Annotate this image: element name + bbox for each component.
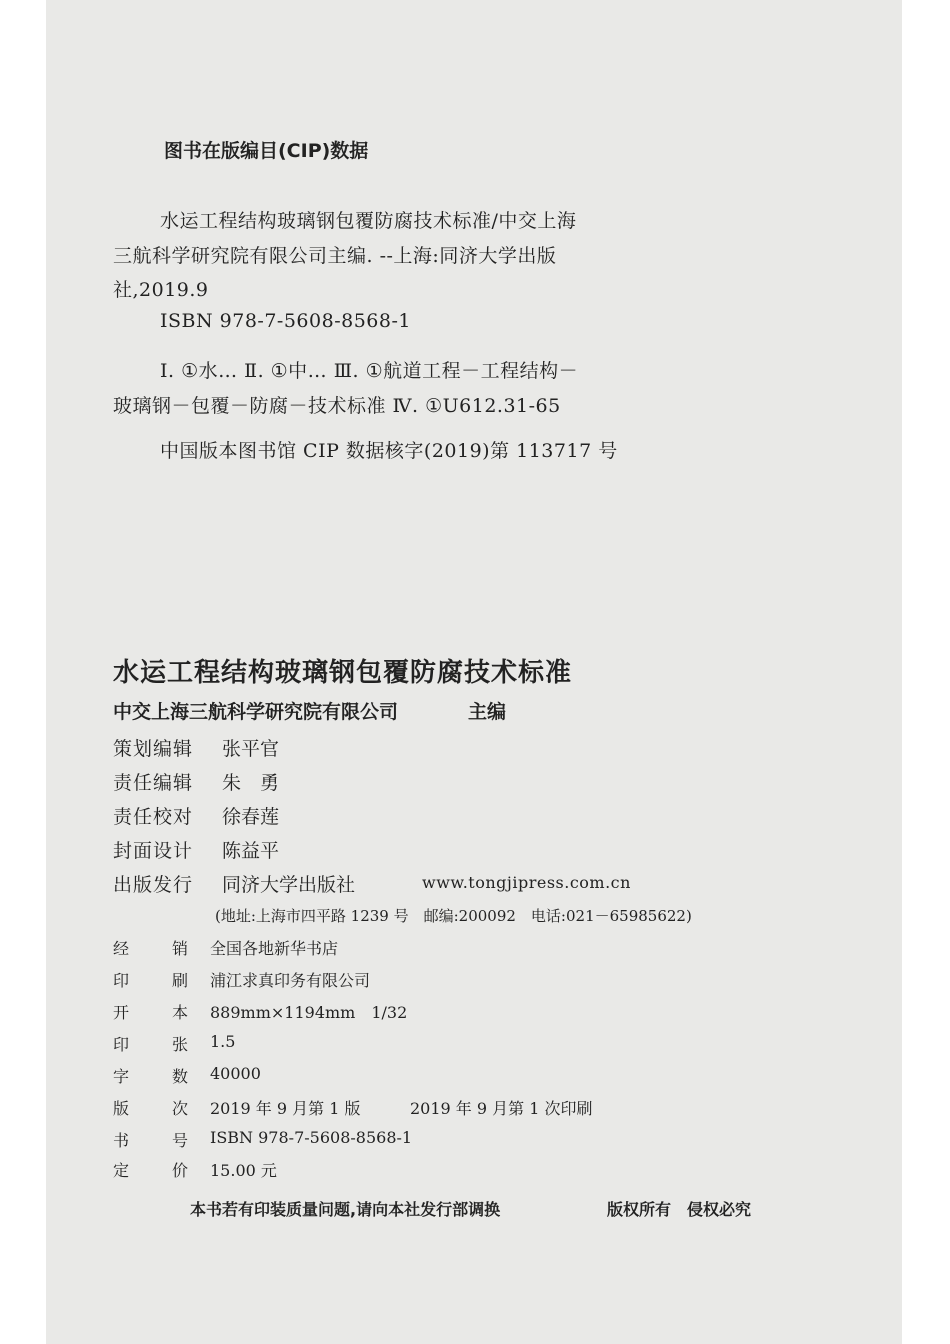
book-title: 水运工程结构玻璃钢包覆防腐技术标准: [113, 658, 573, 688]
spec-value: 2019 年 9 月第 1 版: [210, 1099, 361, 1118]
spec-label: 价: [172, 1161, 189, 1180]
credit-label: 责任编辑: [113, 772, 194, 794]
author-role: 主编: [468, 701, 507, 723]
spec-value: 40000: [210, 1064, 261, 1083]
credit-label: 策划编辑: [113, 738, 194, 760]
spec-label: 经: [113, 939, 130, 958]
spec-label: 数: [172, 1067, 189, 1086]
credit-label: 责任校对: [113, 806, 194, 828]
print-run: 2019 年 9 月第 1 次印刷: [410, 1099, 593, 1118]
cip-classification-1: Ⅰ. ①水… Ⅱ. ①中… Ⅲ. ①航道工程－工程结构－: [160, 360, 579, 382]
cip-record-number: 中国版本图书馆 CIP 数据核字(2019)第 113717 号: [160, 440, 618, 462]
copyright-notice: 版权所有 侵权必究: [607, 1200, 752, 1219]
credit-value: 张平官: [222, 738, 280, 760]
cip-line-1: 水运工程结构玻璃钢包覆防腐技术标准/中交上海: [160, 210, 577, 232]
cip-heading: 图书在版编目(CIP)数据: [164, 140, 369, 162]
spec-value: 全国各地新华书店: [210, 939, 339, 958]
spec-label: 版: [113, 1099, 130, 1118]
credit-value: 同济大学出版社: [222, 874, 356, 896]
spec-label: 刷: [172, 971, 189, 990]
spec-label: 号: [172, 1131, 189, 1150]
spec-label: 书: [113, 1131, 130, 1150]
spec-value: ISBN 978-7-5608-8568-1: [210, 1128, 413, 1147]
spec-label: 张: [172, 1035, 189, 1054]
spec-value: 889mm×1194mm 1/32: [210, 1003, 408, 1022]
spec-label: 印: [113, 1035, 130, 1054]
credit-value: 陈益平: [222, 840, 280, 862]
credit-value: 徐春莲: [222, 806, 280, 828]
credit-label: 封面设计: [113, 840, 194, 862]
spec-label: 本: [172, 1003, 189, 1022]
cip-line-2: 三航科学研究院有限公司主编. --上海:同济大学出版: [113, 245, 557, 267]
book-author: 中交上海三航科学研究院有限公司: [113, 701, 399, 723]
credit-value: 朱 勇: [222, 772, 280, 794]
spec-label: 销: [172, 939, 189, 958]
credit-label: 出版发行: [113, 874, 194, 896]
spec-label: 字: [113, 1067, 130, 1086]
quality-notice: 本书若有印装质量问题,请向本社发行部调换: [190, 1200, 501, 1219]
spec-label: 次: [172, 1099, 189, 1118]
cip-line-3: 社,2019.9: [113, 279, 209, 301]
publisher-address: (地址:上海市四平路 1239 号 邮编:200092 电话:021－65985622): [215, 907, 692, 925]
spec-value: 15.00 元: [210, 1161, 277, 1180]
cip-isbn: ISBN 978-7-5608-8568-1: [160, 310, 411, 332]
cip-classification-2: 玻璃钢－包覆－防腐－技术标准 Ⅳ. ①U612.31-65: [113, 395, 561, 417]
spec-label: 印: [113, 971, 130, 990]
publisher-website: www.tongjipress.com.cn: [422, 873, 631, 892]
spec-label: 定: [113, 1161, 130, 1180]
spec-value: 1.5: [210, 1032, 236, 1051]
spec-label: 开: [113, 1003, 130, 1022]
spec-value: 浦江求真印务有限公司: [210, 971, 371, 990]
